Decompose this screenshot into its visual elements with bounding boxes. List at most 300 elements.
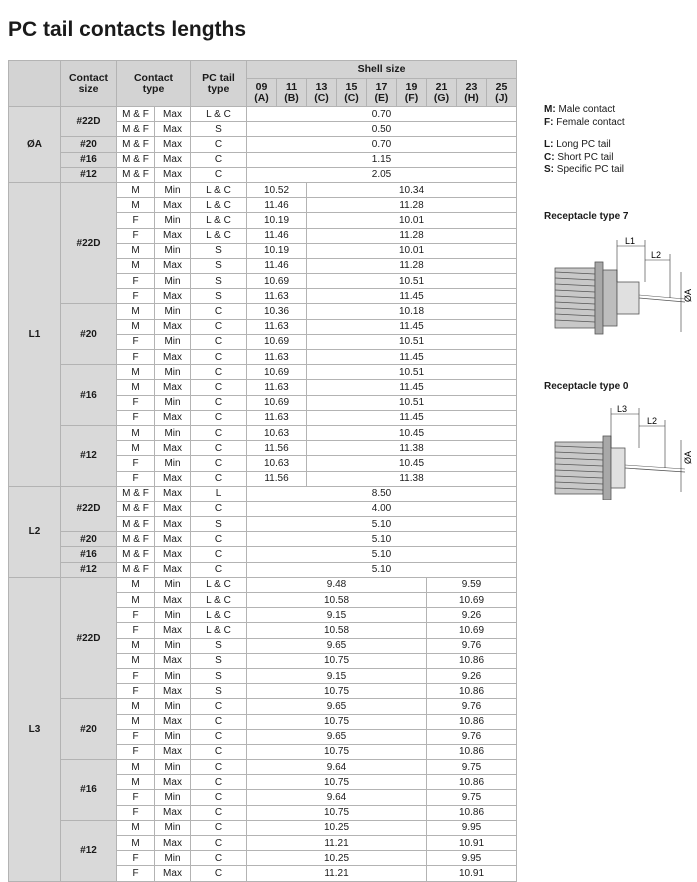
min-max: Max: [155, 441, 191, 456]
value-shell-21-25: 9.76: [427, 699, 517, 714]
min-max: Min: [155, 213, 191, 228]
contact-gender: F: [117, 744, 155, 759]
min-max: Min: [155, 608, 191, 623]
value-shell-11-25: 10.51: [307, 274, 517, 289]
value-all-shells: 8.50: [247, 486, 517, 501]
value-shell-11-25: 11.45: [307, 319, 517, 334]
value-shell-21-25: 10.86: [427, 744, 517, 759]
min-max: Max: [155, 775, 191, 790]
min-max: Max: [155, 623, 191, 638]
value-shell-09: 10.19: [247, 213, 307, 228]
value-shell-09: 11.63: [247, 350, 307, 365]
shell-number: 17: [375, 80, 388, 93]
value-shell-11-25: 11.45: [307, 350, 517, 365]
min-max: Max: [155, 562, 191, 577]
contact-gender: F: [117, 608, 155, 623]
receptacle-0-label-l2: L2: [647, 416, 658, 426]
value-shell-09-19: 9.65: [247, 638, 427, 653]
pc-tail-type: C: [191, 304, 247, 319]
pc-tail-type: C: [191, 820, 247, 835]
value-shell-11-25: 10.51: [307, 365, 517, 380]
value-shell-09-19: 10.75: [247, 744, 427, 759]
value-shell-11-25: 10.01: [307, 243, 517, 258]
contact-gender: M & F: [117, 517, 155, 532]
value-shell-11-25: 11.28: [307, 228, 517, 243]
value-all-shells: 0.70: [247, 137, 517, 152]
receptacle-0-title: Receptacle type 0: [544, 381, 629, 392]
value-shell-09-19: 9.48: [247, 577, 427, 592]
min-max: Max: [155, 547, 191, 562]
header-shell-25: [487, 79, 517, 107]
pc-tail-type: L & C: [191, 213, 247, 228]
contact-gender: F: [117, 471, 155, 486]
legend-key: C:: [544, 151, 555, 163]
pc-tail-type: L & C: [191, 107, 247, 122]
value-shell-09: 11.46: [247, 228, 307, 243]
table-body: [9, 107, 517, 882]
shell-number: 11: [285, 80, 298, 93]
value-shell-11-25: 10.51: [307, 334, 517, 349]
value-all-shells: 5.10: [247, 517, 517, 532]
value-shell-11-25: 10.01: [307, 213, 517, 228]
min-max: Min: [155, 365, 191, 380]
receptacle-7-drawing: [545, 232, 693, 342]
min-max: Min: [155, 274, 191, 289]
value-shell-09-19: 11.21: [247, 836, 427, 851]
value-all-shells: 2.05: [247, 167, 517, 182]
value-shell-21-25: 10.86: [427, 714, 517, 729]
min-max: Min: [155, 729, 191, 744]
value-shell-21-25: 9.95: [427, 820, 517, 835]
min-max: Min: [155, 243, 191, 258]
min-max: Min: [155, 851, 191, 866]
pc-tail-type: C: [191, 456, 247, 471]
contact-size: #22D: [61, 577, 117, 699]
contact-gender: M: [117, 198, 155, 213]
shell-code: (J): [495, 91, 508, 104]
value-shell-09: 10.63: [247, 425, 307, 440]
receptacle-7-label-dia: ØA: [683, 288, 693, 302]
table-row: [9, 365, 517, 380]
contact-gender: M: [117, 820, 155, 835]
value-shell-09-19: 10.75: [247, 653, 427, 668]
table-row: [9, 562, 517, 577]
pc-tail-type: L & C: [191, 593, 247, 608]
contact-gender: F: [117, 228, 155, 243]
value-shell-21-25: 9.76: [427, 729, 517, 744]
contact-gender: M: [117, 653, 155, 668]
contact-gender: F: [117, 623, 155, 638]
contact-gender: M: [117, 577, 155, 592]
contact-gender: M: [117, 380, 155, 395]
min-max: Min: [155, 334, 191, 349]
min-max: Min: [155, 182, 191, 197]
pc-tail-type: C: [191, 380, 247, 395]
pc-tail-type: S: [191, 684, 247, 699]
value-shell-09: 10.19: [247, 243, 307, 258]
legend: [544, 104, 625, 177]
table-header: [9, 61, 517, 107]
min-max: Max: [155, 501, 191, 516]
value-shell-09-19: 9.65: [247, 729, 427, 744]
value-shell-09: 10.36: [247, 304, 307, 319]
pc-tail-type: S: [191, 258, 247, 273]
value-shell-09: 10.69: [247, 365, 307, 380]
contact-gender: F: [117, 410, 155, 425]
value-shell-09: 11.46: [247, 258, 307, 273]
header-contact-type: Contact type: [117, 61, 191, 107]
value-shell-09: 10.69: [247, 395, 307, 410]
min-max: Min: [155, 790, 191, 805]
header-shell-13: [307, 79, 337, 107]
value-all-shells: 1.15: [247, 152, 517, 167]
value-shell-11-25: 11.38: [307, 471, 517, 486]
contact-gender: M: [117, 638, 155, 653]
contact-gender: M & F: [117, 107, 155, 122]
legend-item: [544, 152, 625, 165]
pc-tail-type: L: [191, 486, 247, 501]
pc-tail-type: C: [191, 729, 247, 744]
min-max: Max: [155, 107, 191, 122]
contact-gender: M: [117, 182, 155, 197]
value-shell-09: 11.63: [247, 289, 307, 304]
min-max: Max: [155, 380, 191, 395]
pc-tail-type: S: [191, 638, 247, 653]
receptacle-7-shell: [555, 262, 685, 334]
min-max: Max: [155, 714, 191, 729]
contact-gender: M: [117, 760, 155, 775]
pc-tail-type: S: [191, 653, 247, 668]
value-shell-11-25: 11.28: [307, 198, 517, 213]
dimension-label: L1: [9, 182, 61, 486]
legend-item: [544, 139, 625, 152]
pc-tail-type: S: [191, 122, 247, 137]
pc-tail-type: C: [191, 471, 247, 486]
contact-gender: F: [117, 334, 155, 349]
header-shell-17: [367, 79, 397, 107]
contact-gender: F: [117, 866, 155, 881]
pc-tail-type: S: [191, 289, 247, 304]
min-max: Max: [155, 486, 191, 501]
legend-text: Long PC tail: [553, 139, 611, 150]
shell-number: 25: [495, 80, 508, 93]
value-shell-09: 10.63: [247, 456, 307, 471]
value-all-shells: 5.10: [247, 532, 517, 547]
pc-tail-type: C: [191, 350, 247, 365]
value-shell-09-19: 11.21: [247, 866, 427, 881]
min-max: Max: [155, 684, 191, 699]
shell-number: 13: [315, 80, 328, 93]
table-row: [9, 547, 517, 562]
value-shell-21-25: 10.69: [427, 623, 517, 638]
legend-key: F:: [544, 116, 554, 128]
contact-gender: M: [117, 836, 155, 851]
receptacle-0-shell: [555, 436, 685, 500]
contact-gender: M & F: [117, 167, 155, 182]
value-shell-21-25: 9.26: [427, 668, 517, 683]
contact-size: #20: [61, 137, 117, 152]
contact-size: #16: [61, 365, 117, 426]
pc-tail-type: C: [191, 836, 247, 851]
pc-tail-type: C: [191, 775, 247, 790]
header-shell-size: Shell size: [247, 61, 517, 79]
table-row: [9, 577, 517, 592]
pc-tail-type: C: [191, 714, 247, 729]
contact-size: #22D: [61, 107, 117, 137]
min-max: Max: [155, 137, 191, 152]
shell-code: (G): [433, 91, 450, 104]
value-shell-11-25: 11.38: [307, 441, 517, 456]
table-row: [9, 820, 517, 835]
receptacle-0-label-dia: ØA: [683, 450, 693, 464]
value-shell-09: 11.46: [247, 198, 307, 213]
pc-tail-type: L & C: [191, 182, 247, 197]
dimension-label: ØA: [9, 107, 61, 183]
page-title: PC tail contacts lengths: [8, 18, 247, 41]
table-row: [9, 152, 517, 167]
pc-tail-type: C: [191, 441, 247, 456]
shell-code: (A): [254, 91, 269, 104]
pc-tail-type: C: [191, 425, 247, 440]
value-shell-09-19: 10.75: [247, 775, 427, 790]
value-all-shells: 4.00: [247, 501, 517, 516]
value-shell-09: 10.52: [247, 182, 307, 197]
pc-tail-type: C: [191, 547, 247, 562]
contact-size: #12: [61, 167, 117, 182]
pc-tail-type: S: [191, 274, 247, 289]
legend-spacer: [544, 129, 625, 139]
value-shell-09-19: 9.64: [247, 790, 427, 805]
min-max: Min: [155, 668, 191, 683]
pc-tail-type: C: [191, 805, 247, 820]
contact-size: #16: [61, 760, 117, 821]
shell-code: (F): [404, 91, 419, 104]
min-max: Min: [155, 577, 191, 592]
pc-tail-type: S: [191, 668, 247, 683]
min-max: Max: [155, 805, 191, 820]
min-max: Max: [155, 836, 191, 851]
value-shell-09-19: 9.15: [247, 668, 427, 683]
min-max: Max: [155, 258, 191, 273]
value-shell-09-19: 10.75: [247, 714, 427, 729]
pc-tail-type: C: [191, 851, 247, 866]
header-corner: [9, 61, 61, 107]
contact-size: #22D: [61, 486, 117, 532]
table-row: [9, 107, 517, 122]
pc-tail-type: C: [191, 532, 247, 547]
min-max: Min: [155, 304, 191, 319]
contact-size: #20: [61, 304, 117, 365]
contact-size: #12: [61, 562, 117, 577]
value-shell-09: 11.56: [247, 471, 307, 486]
value-shell-21-25: 10.86: [427, 653, 517, 668]
contact-gender: F: [117, 805, 155, 820]
value-shell-09-19: 10.58: [247, 593, 427, 608]
value-shell-11-25: 11.28: [307, 258, 517, 273]
shell-number: 19: [405, 80, 418, 93]
contact-gender: M & F: [117, 486, 155, 501]
value-all-shells: 5.10: [247, 562, 517, 577]
value-shell-21-25: 9.26: [427, 608, 517, 623]
pc-tail-type: L & C: [191, 198, 247, 213]
contact-gender: F: [117, 851, 155, 866]
contact-gender: M & F: [117, 532, 155, 547]
min-max: Min: [155, 425, 191, 440]
pc-tail-type: C: [191, 410, 247, 425]
legend-text: Male contact: [555, 104, 616, 115]
min-max: Min: [155, 760, 191, 775]
pc-tail-type: C: [191, 562, 247, 577]
value-shell-09-19: 9.64: [247, 760, 427, 775]
receptacle-7-label-l1: L1: [625, 236, 636, 246]
value-shell-21-25: 9.76: [427, 638, 517, 653]
header-shell-21: [427, 79, 457, 107]
legend-key: S:: [544, 164, 554, 175]
min-max: Max: [155, 866, 191, 881]
pc-tail-type: L & C: [191, 623, 247, 638]
table-row: [9, 532, 517, 547]
contact-gender: M: [117, 243, 155, 258]
contact-size: #20: [61, 699, 117, 760]
pc-tail-type: C: [191, 395, 247, 410]
header-pc-tail-type: PC tail type: [191, 61, 247, 107]
contact-gender: M & F: [117, 547, 155, 562]
min-max: Min: [155, 395, 191, 410]
header-shell-15: [337, 79, 367, 107]
value-shell-09: 10.69: [247, 274, 307, 289]
shell-code: (C): [314, 91, 329, 104]
min-max: Max: [155, 350, 191, 365]
legend-item: [544, 104, 625, 117]
value-shell-21-25: 10.91: [427, 866, 517, 881]
value-shell-11-25: 10.51: [307, 395, 517, 410]
header-shell-23: [457, 79, 487, 107]
pc-tail-type: L & C: [191, 608, 247, 623]
contact-gender: F: [117, 668, 155, 683]
value-shell-11-25: 11.45: [307, 410, 517, 425]
pc-tail-type: C: [191, 501, 247, 516]
min-max: Min: [155, 699, 191, 714]
contact-gender: M & F: [117, 137, 155, 152]
pc-tail-type: S: [191, 243, 247, 258]
value-shell-11-25: 10.45: [307, 425, 517, 440]
legend-item: [544, 117, 625, 130]
pc-tail-type: C: [191, 334, 247, 349]
min-max: Min: [155, 820, 191, 835]
pc-tail-type: L & C: [191, 577, 247, 592]
contact-size: #22D: [61, 182, 117, 304]
header-shell-11: [277, 79, 307, 107]
min-max: Min: [155, 456, 191, 471]
value-shell-09: 11.63: [247, 380, 307, 395]
min-max: Max: [155, 152, 191, 167]
pc-tail-type: C: [191, 699, 247, 714]
dimension-label: L2: [9, 486, 61, 577]
min-max: Max: [155, 744, 191, 759]
contact-gender: F: [117, 684, 155, 699]
contact-gender: F: [117, 289, 155, 304]
value-shell-09: 11.63: [247, 410, 307, 425]
table-row: [9, 760, 517, 775]
value-shell-09-19: 10.58: [247, 623, 427, 638]
table-row: [9, 137, 517, 152]
contact-gender: M & F: [117, 562, 155, 577]
min-max: Max: [155, 122, 191, 137]
receptacle-0-label-l3: L3: [617, 404, 628, 414]
shell-code: (H): [464, 91, 479, 104]
pc-tail-type: C: [191, 744, 247, 759]
contact-gender: F: [117, 456, 155, 471]
receptacle-7-label-l2: L2: [651, 250, 662, 260]
legend-text: Short PC tail: [554, 151, 614, 163]
min-max: Min: [155, 638, 191, 653]
pc-tail-type: C: [191, 152, 247, 167]
value-shell-21-25: 9.75: [427, 790, 517, 805]
value-shell-21-25: 10.86: [427, 805, 517, 820]
legend-item: [544, 164, 625, 177]
contact-size: #12: [61, 820, 117, 881]
dimension-label: L3: [9, 577, 61, 881]
shell-number: 15: [345, 80, 358, 93]
receptacle-7-title: Receptacle type 7: [544, 211, 629, 222]
contact-gender: F: [117, 213, 155, 228]
contact-gender: M: [117, 319, 155, 334]
header-shell-09: [247, 79, 277, 107]
table-row: [9, 304, 517, 319]
contact-gender: M: [117, 258, 155, 273]
pc-tail-type: C: [191, 319, 247, 334]
min-max: Max: [155, 410, 191, 425]
value-shell-11-25: 10.45: [307, 456, 517, 471]
contact-gender: M: [117, 365, 155, 380]
contact-gender: F: [117, 395, 155, 410]
table-row: [9, 182, 517, 197]
legend-text: Specific PC tail: [554, 164, 625, 175]
table-row: [9, 699, 517, 714]
value-shell-11-25: 10.34: [307, 182, 517, 197]
spec-table-wrapper: [8, 60, 517, 882]
contact-gender: F: [117, 729, 155, 744]
contact-gender: F: [117, 274, 155, 289]
value-all-shells: 5.10: [247, 547, 517, 562]
pc-tail-type: C: [191, 137, 247, 152]
value-shell-09: 10.69: [247, 334, 307, 349]
value-shell-09-19: 10.75: [247, 684, 427, 699]
value-shell-09-19: 9.65: [247, 699, 427, 714]
value-shell-21-25: 10.91: [427, 836, 517, 851]
contact-gender: M: [117, 593, 155, 608]
pc-tail-type: L & C: [191, 228, 247, 243]
value-shell-21-25: 9.95: [427, 851, 517, 866]
contact-gender: M & F: [117, 152, 155, 167]
value-shell-21-25: 10.69: [427, 593, 517, 608]
min-max: Max: [155, 471, 191, 486]
min-max: Max: [155, 228, 191, 243]
contact-size: #16: [61, 152, 117, 167]
header-shell-19: [397, 79, 427, 107]
value-shell-21-25: 9.75: [427, 760, 517, 775]
pc-tail-type: C: [191, 365, 247, 380]
min-max: Max: [155, 653, 191, 668]
shell-number: 09: [255, 80, 268, 93]
contact-gender: M & F: [117, 501, 155, 516]
contact-gender: M: [117, 441, 155, 456]
value-shell-21-25: 10.86: [427, 684, 517, 699]
pc-tail-type: C: [191, 760, 247, 775]
contact-size: #20: [61, 532, 117, 547]
contact-gender: F: [117, 350, 155, 365]
value-shell-09-19: 9.15: [247, 608, 427, 623]
